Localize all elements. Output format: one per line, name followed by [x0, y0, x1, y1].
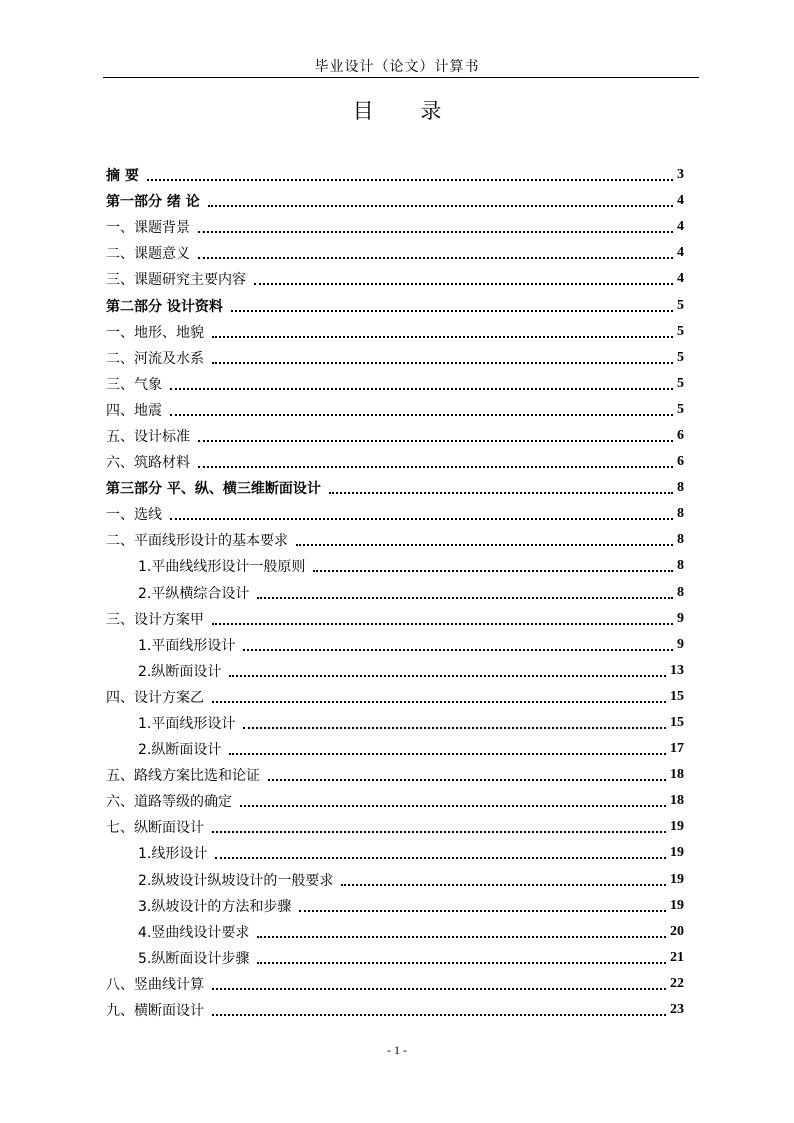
- toc-dot-leader: [243, 727, 666, 729]
- toc-entry[interactable]: [106, 501, 684, 527]
- toc-entry-page: 18: [670, 793, 684, 809]
- toc-entry[interactable]: [106, 762, 684, 788]
- toc-entry[interactable]: [106, 893, 684, 919]
- toc-dot-leader: [254, 283, 673, 285]
- toc-dot-leader: [341, 884, 666, 886]
- toc-dot-leader: [231, 310, 673, 312]
- toc-entry-page: 9: [677, 636, 684, 652]
- toc-dot-leader: [170, 388, 673, 390]
- toc-dot-leader: [208, 205, 673, 207]
- toc-dot-leader: [170, 518, 673, 520]
- toc-dot-leader: [313, 570, 673, 572]
- toc-entry-label: 三、课题研究主要内容: [106, 272, 246, 289]
- toc-entry-label: 5.纵断面设计步骤: [138, 950, 250, 967]
- toc-dot-leader: [212, 988, 666, 990]
- toc-entry-page: 15: [670, 715, 684, 731]
- toc-dot-leader: [257, 597, 673, 599]
- toc-entry[interactable]: [106, 553, 684, 579]
- toc-entry-label: 1.平面线形设计: [138, 637, 236, 654]
- toc-entry-page: 19: [670, 897, 684, 913]
- toc-entry-label: 2.纵坡设计纵坡设计的一般要求: [138, 872, 334, 889]
- toc-dot-leader: [229, 675, 666, 677]
- running-header-title: 毕业设计（论文）计算书: [314, 59, 480, 75]
- toc-entry[interactable]: [106, 945, 684, 971]
- toc-entry[interactable]: [106, 423, 684, 449]
- toc-entry-label: 二、河流及水系: [106, 350, 204, 367]
- toc-dot-leader: [240, 805, 666, 807]
- toc-entry-page: 19: [670, 819, 684, 835]
- toc-entry-label: 四、地震: [106, 402, 162, 419]
- toc-entry-page: 21: [670, 949, 684, 965]
- toc-dot-leader: [257, 936, 666, 938]
- toc-dot-leader: [229, 753, 666, 755]
- toc-entry-page: 22: [670, 975, 684, 991]
- toc-entry-page: 19: [670, 845, 684, 861]
- toc-entry-page: 8: [677, 558, 684, 574]
- toc-entry-page: 5: [677, 401, 684, 417]
- toc-entry-label: 七、纵断面设计: [106, 820, 204, 837]
- toc-entry[interactable]: [106, 475, 684, 501]
- toc-entry-label: 1.平曲线线形设计一般原则: [138, 559, 306, 576]
- toc-entry-label: 3.纵坡设计的方法和步骤: [138, 898, 292, 915]
- toc-entry[interactable]: [106, 788, 684, 814]
- toc-entry-page: 6: [677, 427, 684, 443]
- toc-entry-page: 5: [677, 323, 684, 339]
- toc-entry[interactable]: [106, 867, 684, 893]
- toc-dot-leader: [299, 910, 666, 912]
- toc-entry-page: 17: [670, 741, 684, 757]
- toc-entry-label: 九、横断面设计: [106, 1003, 204, 1020]
- toc-dot-leader: [198, 466, 673, 468]
- toc-entry-label: 第一部分 绪 论: [106, 194, 200, 211]
- toc-entry-page: 9: [677, 610, 684, 626]
- toc-dot-leader: [147, 179, 673, 181]
- toc-entry-label: 摘 要: [106, 168, 139, 185]
- toc-entry-label: 二、课题意义: [106, 246, 190, 263]
- toc-entry-page: 18: [670, 767, 684, 783]
- toc-entry[interactable]: [106, 971, 684, 997]
- toc-entry-page: 8: [677, 584, 684, 600]
- toc-dot-leader: [198, 231, 673, 233]
- toc-dot-leader: [212, 701, 666, 703]
- toc-entry[interactable]: [106, 658, 684, 684]
- toc-dot-leader: [198, 440, 673, 442]
- toc-entry[interactable]: [106, 840, 684, 866]
- toc-entry-label: 一、选线: [106, 507, 162, 524]
- toc-dot-leader: [198, 257, 673, 259]
- toc-entry[interactable]: [106, 684, 684, 710]
- toc-entry-label: 2.纵断面设计: [138, 742, 222, 759]
- toc-entry-page: 23: [670, 1002, 684, 1018]
- toc-entry[interactable]: [106, 632, 684, 658]
- toc-entry-page: 4: [677, 245, 684, 261]
- toc-entry[interactable]: [106, 319, 684, 345]
- toc-dot-leader: [215, 857, 666, 859]
- toc-entry[interactable]: [106, 188, 684, 214]
- toc-dot-leader: [212, 623, 673, 625]
- toc-entry-page: 13: [670, 662, 684, 678]
- toc-entry-page: 20: [670, 923, 684, 939]
- toc-entry-page: 5: [677, 349, 684, 365]
- toc-dot-leader: [212, 1014, 666, 1016]
- toc-dot-leader: [212, 362, 673, 364]
- toc-entry[interactable]: [106, 710, 684, 736]
- toc-entry-label: 三、设计方案甲: [106, 611, 204, 628]
- toc-entry-page: 8: [677, 506, 684, 522]
- toc-entry-label: 五、路线方案比选和论证: [106, 768, 260, 785]
- page-number: - 1 -: [387, 1043, 407, 1057]
- toc-entry-page: 4: [677, 193, 684, 209]
- toc-dot-leader: [268, 779, 666, 781]
- toc-entry-label: 二、平面线形设计的基本要求: [106, 533, 288, 550]
- toc-entry-page: 6: [677, 454, 684, 470]
- toc-entry-label: 2.平纵横综合设计: [138, 585, 250, 602]
- toc-entry-label: 第三部分 平、纵、横三维断面设计: [106, 481, 321, 498]
- toc-entry-page: 8: [677, 480, 684, 496]
- toc-dot-leader: [212, 336, 673, 338]
- toc-entry-label: 一、地形、地貌: [106, 324, 204, 341]
- toc-entry-label: 六、道路等级的确定: [106, 794, 232, 811]
- toc-entry-page: 19: [670, 871, 684, 887]
- toc-entry-page: 3: [677, 167, 684, 183]
- toc-entry-label: 四、设计方案乙: [106, 689, 204, 706]
- toc-entry[interactable]: [106, 606, 684, 632]
- header-rule: [103, 77, 699, 78]
- toc-entry[interactable]: [106, 345, 684, 371]
- toc-entry-page: 8: [677, 532, 684, 548]
- toc-entry-label: 1.平面线形设计: [138, 716, 236, 733]
- toc-entry-page: 4: [677, 219, 684, 235]
- toc-entry[interactable]: [106, 814, 684, 840]
- toc-entry[interactable]: [106, 162, 684, 188]
- toc-dot-leader: [243, 649, 673, 651]
- toc-entry-label: 4.竖曲线设计要求: [138, 924, 250, 941]
- toc-entry[interactable]: [106, 997, 684, 1023]
- toc-entry[interactable]: [106, 240, 684, 266]
- toc-title: 目 录: [352, 99, 462, 123]
- toc-entry-label: 八、竖曲线计算: [106, 976, 204, 993]
- toc-entry-label: 1.线形设计: [138, 846, 208, 863]
- toc-entry[interactable]: [106, 527, 684, 553]
- toc-entry-label: 第二部分 设计资料: [106, 298, 223, 315]
- toc-dot-leader: [257, 962, 666, 964]
- toc-dot-leader: [296, 544, 673, 546]
- toc-entry-page: 15: [670, 688, 684, 704]
- table-of-contents: [106, 162, 684, 1023]
- toc-entry-label: 2.纵断面设计: [138, 663, 222, 680]
- toc-entry[interactable]: [106, 919, 684, 945]
- toc-entry[interactable]: [106, 580, 684, 606]
- toc-dot-leader: [170, 414, 673, 416]
- toc-dot-leader: [212, 831, 666, 833]
- toc-entry[interactable]: [106, 292, 684, 318]
- toc-entry[interactable]: [106, 214, 684, 240]
- toc-entry-label: 一、课题背景: [106, 220, 190, 237]
- toc-entry-label: 五、设计标准: [106, 428, 190, 445]
- toc-entry-page: 4: [677, 271, 684, 287]
- toc-entry-label: 三、气象: [106, 376, 162, 393]
- toc-entry[interactable]: [106, 736, 684, 762]
- toc-entry-page: 5: [677, 375, 684, 391]
- toc-entry[interactable]: [106, 449, 684, 475]
- toc-entry[interactable]: [106, 397, 684, 423]
- toc-entry[interactable]: [106, 371, 684, 397]
- toc-entry-label: 六、筑路材料: [106, 455, 190, 472]
- toc-entry-page: 5: [677, 297, 684, 313]
- toc-dot-leader: [329, 492, 673, 494]
- toc-entry[interactable]: [106, 266, 684, 292]
